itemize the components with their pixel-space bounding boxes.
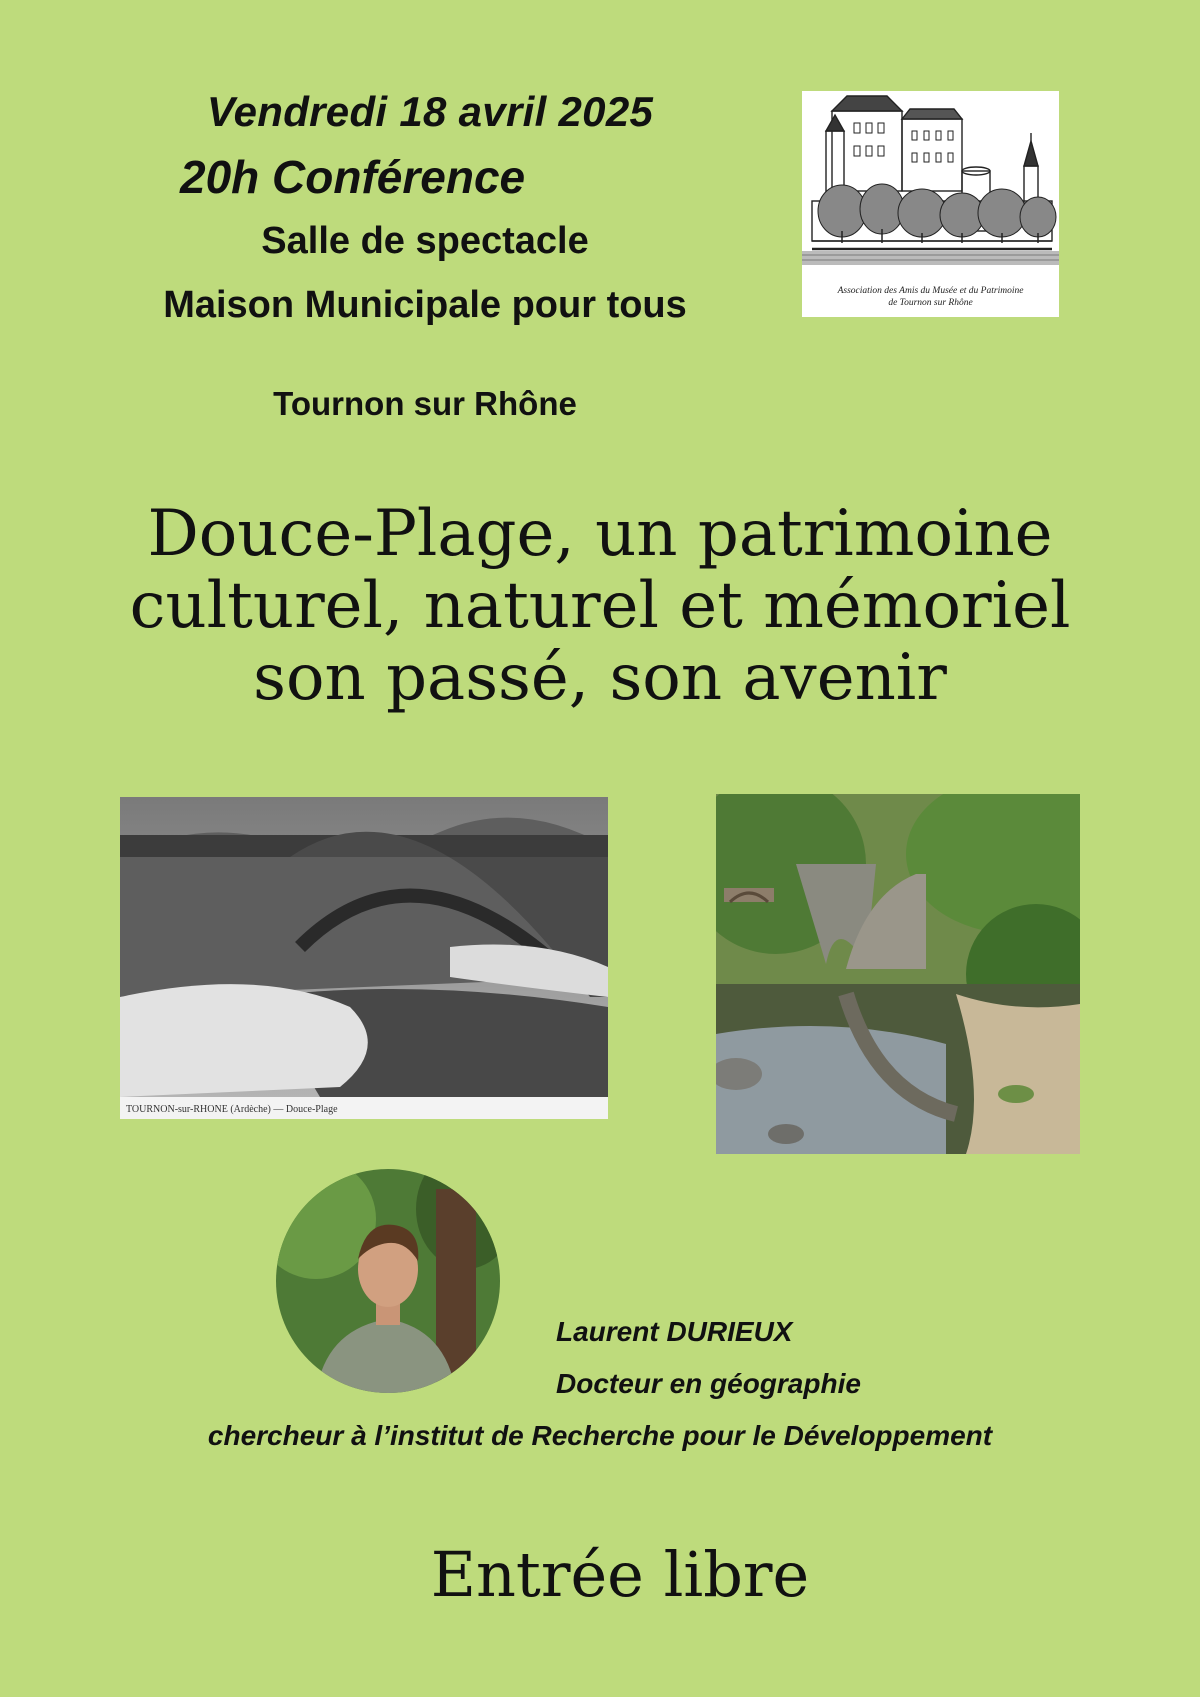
speaker-name: Laurent DURIEUX bbox=[556, 1316, 793, 1347]
title-line1: Douce-Plage, un patrimoine bbox=[147, 497, 1053, 571]
logo-caption-line1: Association des Amis du Musée et du Patrimoine bbox=[837, 286, 1024, 296]
modern-river-photo bbox=[716, 794, 1080, 1154]
association-logo bbox=[802, 91, 1059, 317]
logo-caption-line2: de Tournon sur Rhône bbox=[888, 298, 973, 308]
speaker-role: chercheur à l’institut de Recherche pour le Développement bbox=[207, 1420, 993, 1451]
venue-building: Maison Municipale pour tous bbox=[163, 284, 687, 326]
free-entry-label: Entrée libre bbox=[430, 1538, 810, 1611]
logo-caption bbox=[802, 285, 1059, 309]
castle-drawing-icon bbox=[802, 91, 1059, 285]
speaker-portrait bbox=[276, 1169, 500, 1393]
venue-city: Tournon sur Rhône bbox=[273, 385, 577, 422]
speaker-title: Docteur en géographie bbox=[556, 1368, 861, 1399]
postcard-caption: TOURNON-sur-RHONE (Ardèche) — Douce-Plage bbox=[126, 1104, 338, 1115]
title-line2: culturel, naturel et mémoriel bbox=[129, 569, 1071, 643]
title-line3: son passé, son avenir bbox=[253, 641, 947, 715]
event-date: Vendredi 18 avril 2025 bbox=[206, 88, 654, 135]
venue-room: Salle de spectacle bbox=[261, 220, 589, 262]
conference-title bbox=[60, 498, 1140, 714]
old-postcard-photo bbox=[120, 797, 608, 1119]
event-time: 20h Conférence bbox=[180, 151, 526, 203]
